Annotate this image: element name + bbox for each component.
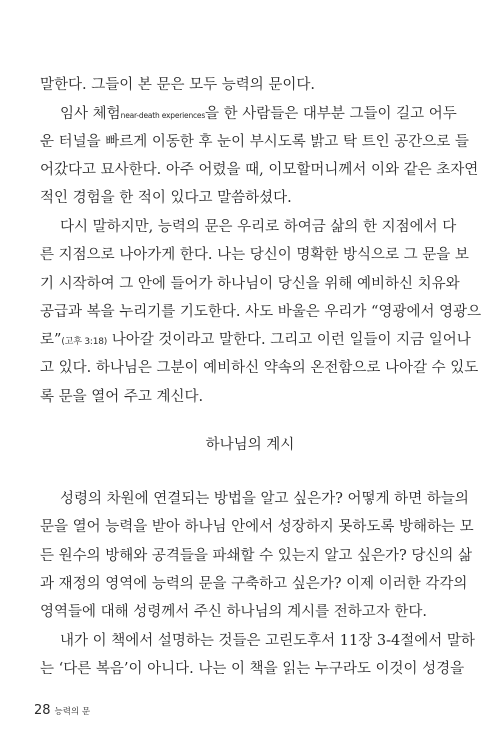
- page-footer: [34, 699, 90, 718]
- scripture-reference: (고후 3:18): [61, 337, 108, 347]
- text-line: 어갔다고 묘사한다. 아주 어렸을 때, 이모할머니께서 이와 같은 초자연: [40, 162, 479, 178]
- text-line: 운 터널을 빠르게 이동한 후 눈이 부시도록 밝고 탁 트인 공간으로 들: [40, 134, 469, 150]
- text-line: [60, 103, 457, 127]
- text-line: 다시 말하지만, 능력의 문은 우리로 하여금 삶의 한 지점에서 다: [60, 219, 457, 235]
- text-line: 고 있다. 하나님은 그분이 예비하신 약속의 온전함으로 나아갈 수 있도: [40, 360, 479, 376]
- text-line: 는 ‘다른 복음’이 아니다. 나는 이 책을 읽는 누구라도 이것이 성경을: [40, 661, 465, 677]
- text-line: 성령의 차원에 연결되는 방법을 알고 싶은가? 어떻게 하면 하늘의: [60, 491, 469, 507]
- text-segment: 나아갈 것이라고 말한다. 그리고 이런 일들이 지금 일어나: [107, 332, 471, 348]
- text-line: 적인 경험을 한 적이 있다고 말씀하셨다.: [40, 190, 292, 206]
- text-line: 문을 열어 능력을 받아 하나님 안에서 성장하지 못하도록 방해하는 모: [40, 519, 474, 535]
- english-gloss: near-death experiences: [120, 111, 206, 120]
- text-line: [40, 329, 471, 353]
- text-line: 기 시작하여 그 안에 들어가 하나님이 당신을 위해 예비하신 치유와: [40, 276, 460, 292]
- text-segment: 을 한 사람들은 대부분 그들이 길고 어두: [205, 106, 457, 122]
- text-line: 내가 이 책에서 설명하는 것들은 고린도후서 11장 3-4절에서 말하: [60, 633, 475, 649]
- text-line: 공급과 복을 누리기를 기도한다. 사도 바울은 우리가 “영광에서 영광으: [40, 304, 482, 320]
- section-heading: 하나님의 계시: [205, 437, 295, 453]
- running-title: 능력의 문: [54, 707, 91, 717]
- text-line: 록 문을 열어 주고 계신다.: [40, 389, 204, 405]
- text-line: 과 재정의 영역에 능력의 문을 구축하고 싶은가? 이제 이러한 각각의: [40, 576, 468, 592]
- text-segment: 임사 체험: [60, 106, 121, 122]
- text-line: 말한다. 그들이 본 문은 모두 능력의 문이다.: [40, 77, 315, 93]
- text-line: 영역들에 대해 성령께서 주신 하나님의 계시를 전하고자 한다.: [40, 604, 428, 620]
- text-line: 른 지점으로 나아가게 한다. 나는 당신이 명확한 방식으로 그 문을 보: [40, 247, 469, 263]
- text-segment: 로”: [40, 332, 62, 348]
- page-number: 28: [34, 703, 51, 718]
- text-line: 든 원수의 방해와 공격들을 파쇄할 수 있는지 알고 싶은가? 당신의 삶: [40, 548, 473, 564]
